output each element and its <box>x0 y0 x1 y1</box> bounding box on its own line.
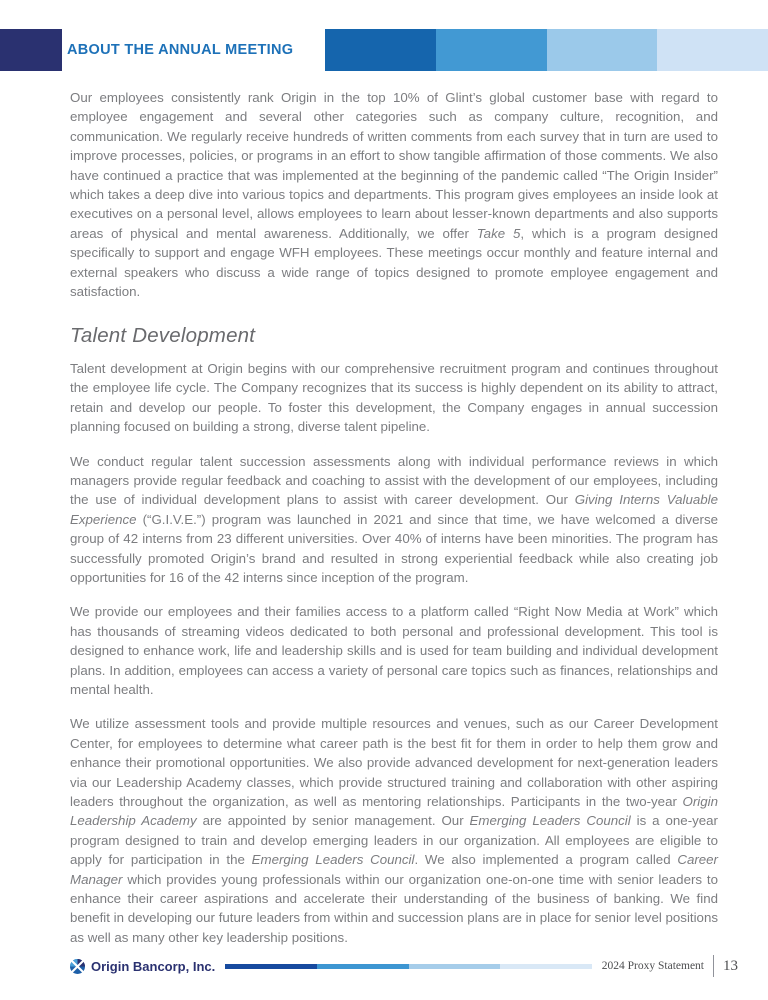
header-gradient-bar <box>325 29 768 71</box>
footer-bar-segment-2 <box>317 964 409 969</box>
header-accent-square <box>0 29 62 71</box>
footer-gradient-bar <box>225 964 592 969</box>
gradient-segment-3 <box>547 29 658 71</box>
page-title: ABOUT THE ANNUAL MEETING <box>67 42 294 58</box>
footer <box>70 954 738 978</box>
gradient-segment-4 <box>657 29 768 71</box>
paragraph-succession-give-program: We conduct regular talent succession assessments along with individual performance reviews in which managers provide regular feedback and coaching to assist with the development of our employees, including the use of individual development plans to assist with career development. Our Giving Interns Valuable Experience (“G.I.V.E.”) program was launched in 2021 and since that time, we have welcomed a diverse group of 42 interns from 23 different universities. Over 40% of interns have been minorities. The program has successfully promoted Origin’s brand and resulted in strong experiential feedback while also creating job opportunities for 16 of the 42 interns since inception of the program. <box>70 453 718 585</box>
footer-divider <box>713 955 714 977</box>
paragraph-right-now-media: We provide our employees and their families access to a platform called “Right Now Media at Work” which has thousands of streaming videos dedicated to both personal and professional development. This tool is designed to enhance work, life and leadership skills and is used for team building and individual development plans. In addition, employees can access a variety of personal care topics such as finances, relationships and mental health. <box>70 604 718 697</box>
company-name: Origin Bancorp, Inc. <box>91 958 216 974</box>
footer-doc-label: 2024 Proxy Statement <box>601 960 704 972</box>
origin-logo-icon <box>70 959 85 974</box>
paragraph-leadership-programs: We utilize assessment tools and provide multiple resources and venues, such as our Career Development Center, for employees to determine what career path is the best fit for them in order to help them grow and enhance their promotional opportunities. We also provide advanced development for next-generation leaders via our Leadership Academy classes, which provide structured training and collaboration with other aspiring leaders throughout the organization, as well as mentoring relationships. Participants in the two-year Origin Leadership Academy are appointed by senior management. Our Emerging Leaders Council is a one-year program designed to train and develop emerging leaders in our organization. All employees are eligible to apply for participation in the Emerging Leaders Council. We also implemented a program called Career Manager which provides young professionals within our organization one-on-one time with senior leaders to enhance their career aspirations and accelerate their understanding of the business of banking. We find benefit in developing our future leaders from within and succession plans are in place for senior level positions as well as many other key leadership positions. <box>70 716 718 945</box>
gradient-segment-1 <box>325 29 436 71</box>
paragraph-talent-development-intro: Talent development at Origin begins with our comprehensive recruitment program and continues throughout the employee life cycle. The Company recognizes that its success is highly dependent on its ability to attract, retain and develop our people. To foster this development, the Company engages in annual succession planning focused on building a strong, diverse talent pipeline. <box>70 360 718 435</box>
footer-bar-segment-3 <box>409 964 501 969</box>
paragraph-employee-engagement: Our employees consistently rank Origin in the top 10% of Glint’s global customer base with regard to employee engagement and several other categories such as company culture, recognition, and communication. We regularly receive hundreds of written comments from each survey that in turn are used to improve processes, policies, or programs in an effort to show tangible affirmation of those comments. We also have continued a practice that was implemented at the beginning of the pandemic called “The Origin Insider” which takes a deep dive into various topics and departments. This program gives employees an inside look at executives on a personal level, allows employees to learn about lesser-known departments and also supports areas of physical and mental awareness. Additionally, we offer Take 5, which is a program designed specifically to support and engage WFH employees. These meetings occur monthly and feature internal and external speakers who discuss a wide range of topics designed to promote employee engagement and satisfaction. <box>70 90 718 300</box>
footer-bar-segment-4 <box>500 964 592 969</box>
gradient-segment-2 <box>436 29 547 71</box>
header-band <box>0 29 768 71</box>
footer-bar-segment-1 <box>225 964 317 969</box>
footer-page-number: 13 <box>723 957 738 974</box>
content-area <box>70 88 718 962</box>
section-heading-talent-development: Talent Development <box>70 324 256 348</box>
